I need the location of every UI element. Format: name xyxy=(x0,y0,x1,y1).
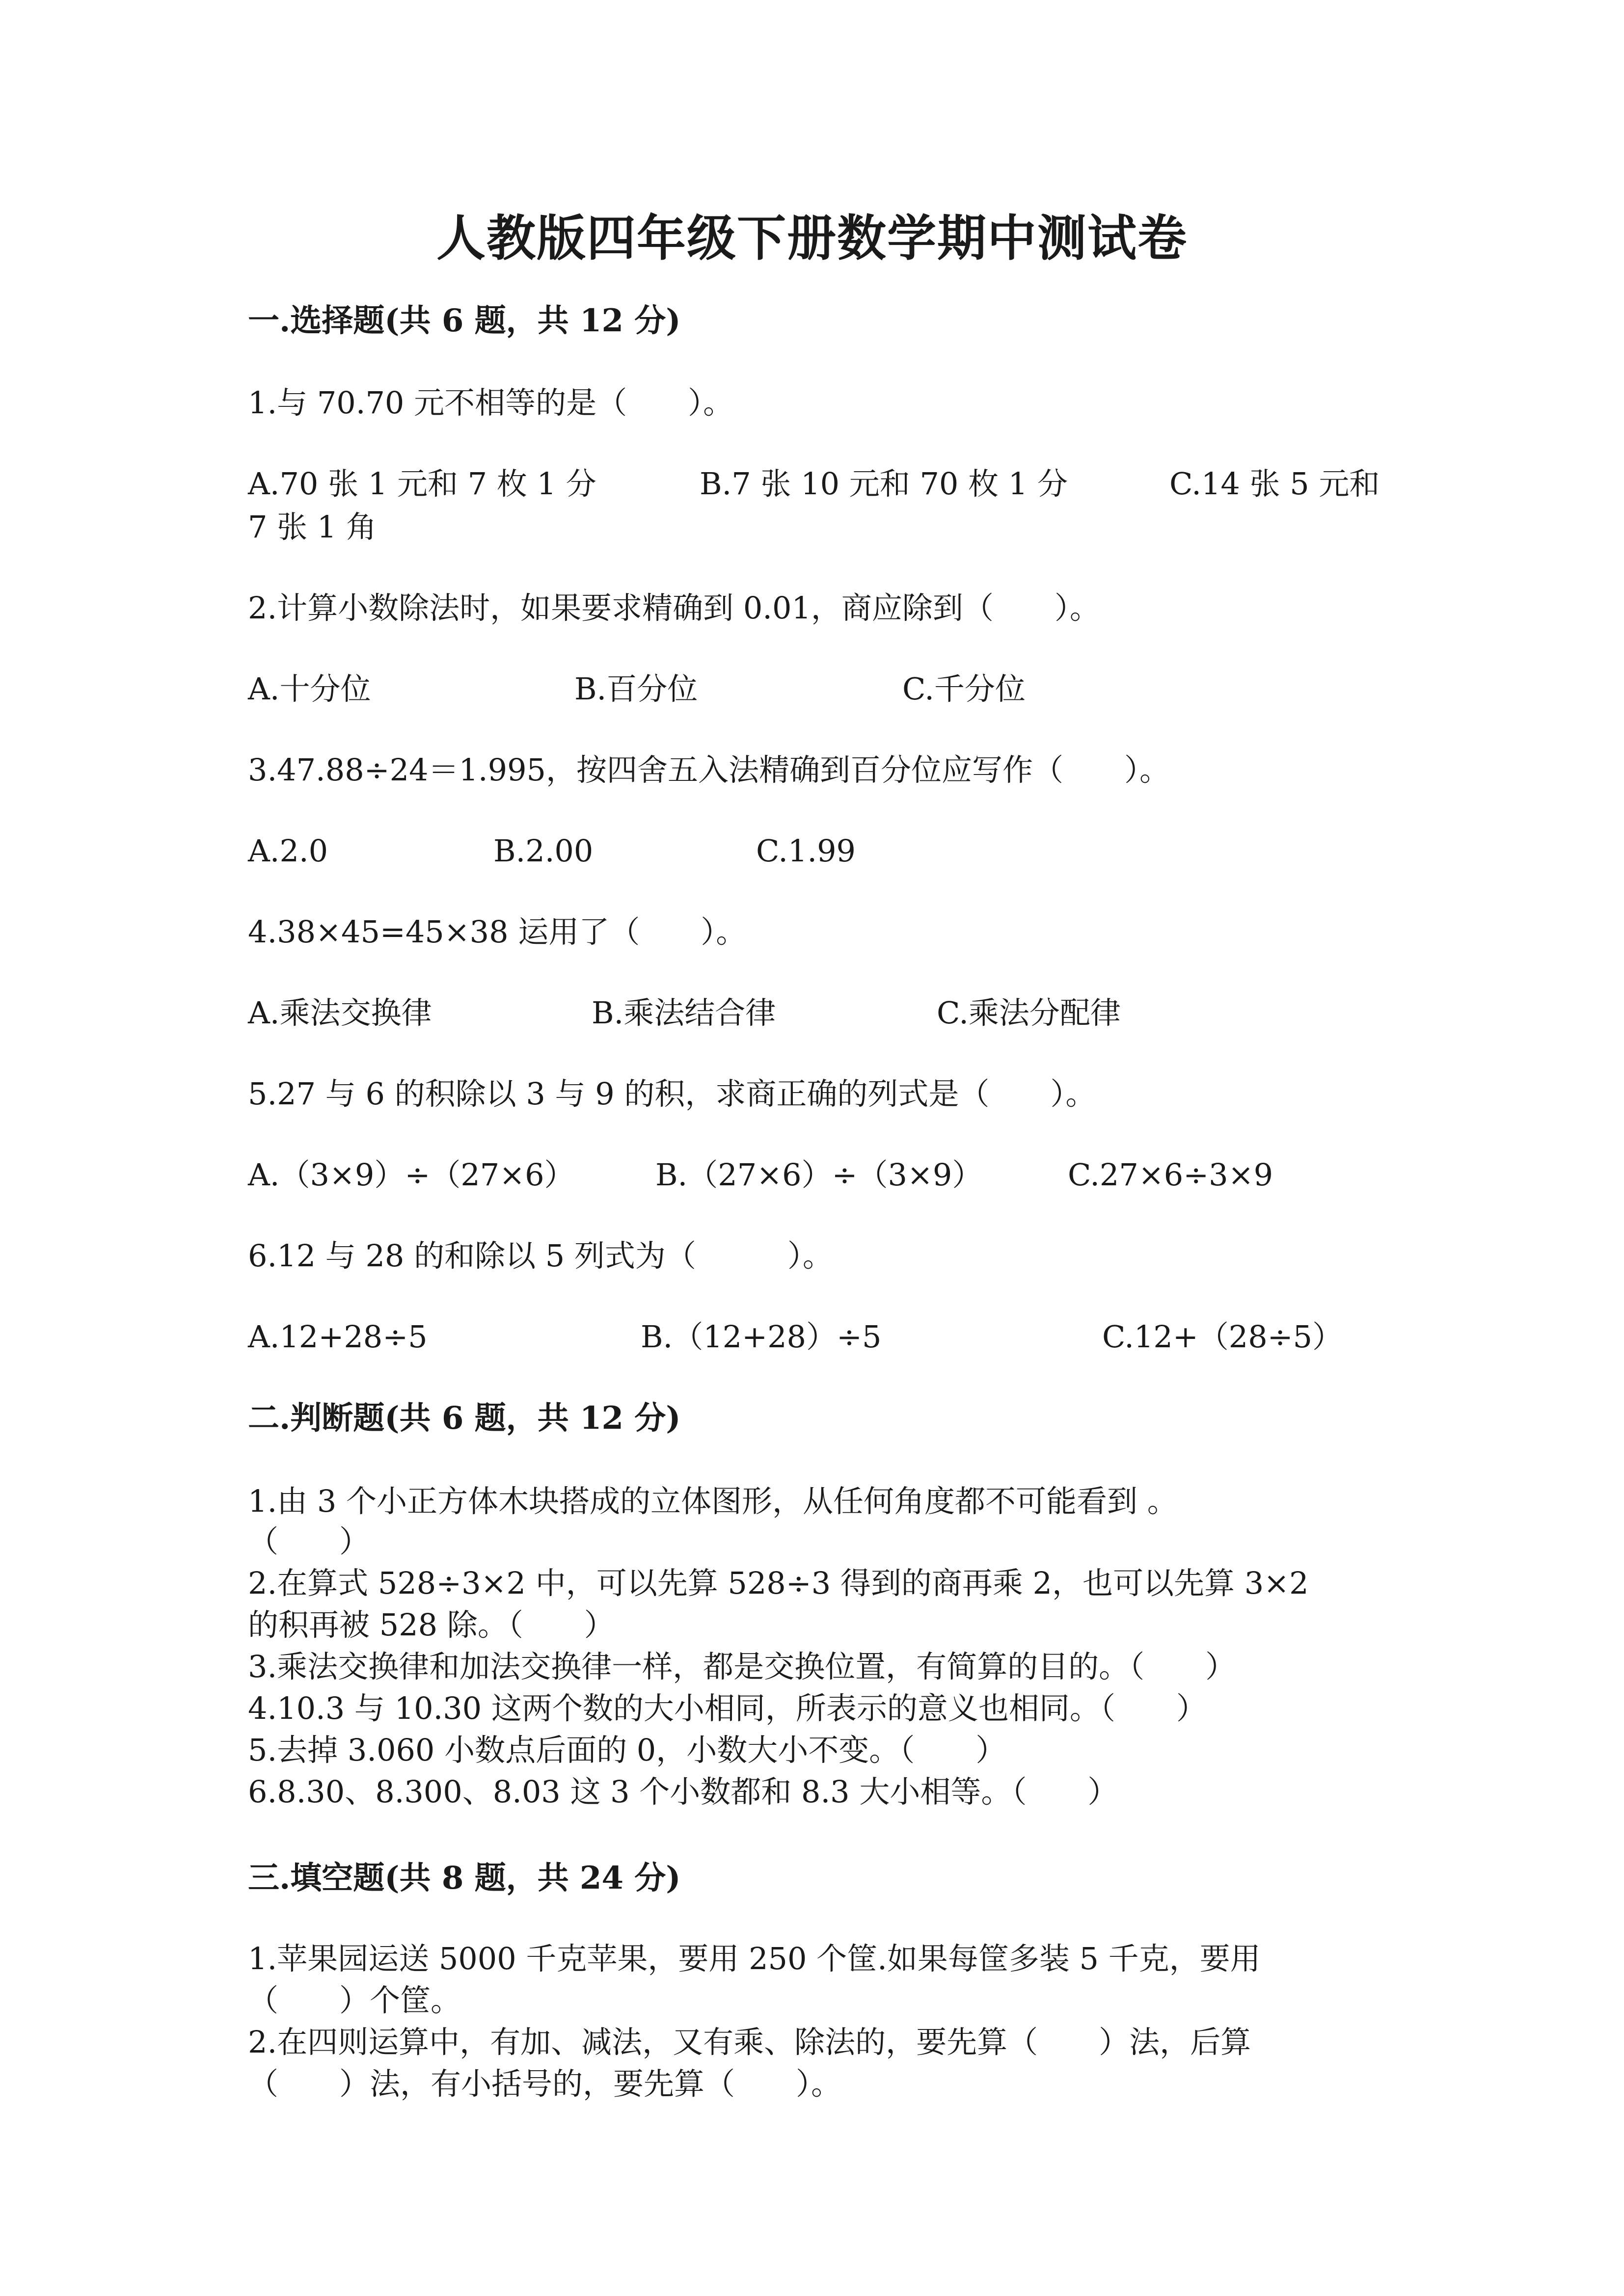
question-text-continued: （ ）法，有小括号的，要先算（ ）。 xyxy=(248,2066,842,2102)
option-a: A.12+28÷5 xyxy=(248,1319,428,1355)
option-c: C.14 张 5 元和 xyxy=(1169,466,1380,502)
option-c: C.1.99 xyxy=(756,833,856,869)
option-a: A.70 张 1 元和 7 枚 1 分 xyxy=(248,466,596,502)
question-text: 1.苹果园运送 5000 千克苹果，要用 250 个筐.如果每筐多装 5 千克，要用 xyxy=(248,1941,1261,1976)
page-title: 人教版四年级下册数学期中测试卷 xyxy=(436,209,1188,267)
question-text: 1.由 3 个小正方体木块搭成的立体图形，从任何角度都不可能看到 。 xyxy=(248,1483,1178,1519)
option-a: A.2.0 xyxy=(248,833,328,869)
section-heading-fill-in: 三.填空题(共 8 题，共 24 分) xyxy=(248,1860,681,1896)
option-c: C.乘法分配律 xyxy=(937,995,1121,1031)
option-b: B.乘法结合律 xyxy=(592,995,776,1031)
question-text: 6.12 与 28 的和除以 5 列式为（ ）。 xyxy=(248,1238,833,1274)
option-c-continued: 7 张 1 角 xyxy=(248,509,377,545)
option-a: A.乘法交换律 xyxy=(248,995,432,1031)
option-b: B.（12+28）÷5 xyxy=(641,1319,882,1355)
section-heading-choice: 一.选择题(共 6 题，共 12 分) xyxy=(248,302,681,339)
answer-blank: （ ） xyxy=(248,1523,370,1559)
option-b: B.百分位 xyxy=(574,671,698,707)
question-text: 2.在四则运算中，有加、减法，又有乘、除法的，要先算（ ）法，后算 xyxy=(248,2024,1251,2060)
question-text: 1.与 70.70 元不相等的是（ ）。 xyxy=(248,385,734,421)
question-text: 4.38×45=45×38 运用了（ ）。 xyxy=(248,914,747,950)
question-text: 3.乘法交换律和加法交换律一样，都是交换位置，有简算的目的。（ ） xyxy=(248,1649,1236,1684)
question-text: 6.8.30、8.300、8.03 这 3 个小数都和 8.3 大小相等。（ ） xyxy=(248,1774,1118,1810)
question-text: 4.10.3 与 10.30 这两个数的大小相同，所表示的意义也相同。（ ） xyxy=(248,1690,1207,1726)
option-c: C.27×6÷3×9 xyxy=(1068,1157,1273,1193)
option-b: B.2.00 xyxy=(493,833,594,869)
option-b: B.7 张 10 元和 70 枚 1 分 xyxy=(700,466,1068,502)
question-text-continued: 的积再被 528 除。（ ） xyxy=(248,1607,615,1643)
question-text-continued: （ ）个筐。 xyxy=(248,1982,461,2018)
option-a: A.十分位 xyxy=(248,671,371,707)
question-text: 2.计算小数除法时，如果要求精确到 0.01，商应除到（ ）。 xyxy=(248,590,1100,626)
option-b: B.（27×6）÷（3×9） xyxy=(655,1157,983,1193)
question-text: 5.27 与 6 的积除以 3 与 9 的积，求商正确的列式是（ ）。 xyxy=(248,1076,1096,1112)
question-text: 3.47.88÷24＝1.995，按四舍五入法精确到百分位应写作（ ）。 xyxy=(248,752,1170,788)
option-c: C.12+（28÷5） xyxy=(1102,1319,1343,1355)
option-a: A.（3×9）÷（27×6） xyxy=(248,1157,575,1193)
option-c: C.千分位 xyxy=(902,671,1026,707)
section-heading-judgement: 二.判断题(共 6 题，共 12 分) xyxy=(248,1400,681,1437)
question-text: 5.去掉 3.060 小数点后面的 0，小数大小不变。（ ） xyxy=(248,1732,1006,1768)
question-text: 2.在算式 528÷3×2 中，可以先算 528÷3 得到的商再乘 2，也可以先算 3×2 xyxy=(248,1565,1309,1601)
